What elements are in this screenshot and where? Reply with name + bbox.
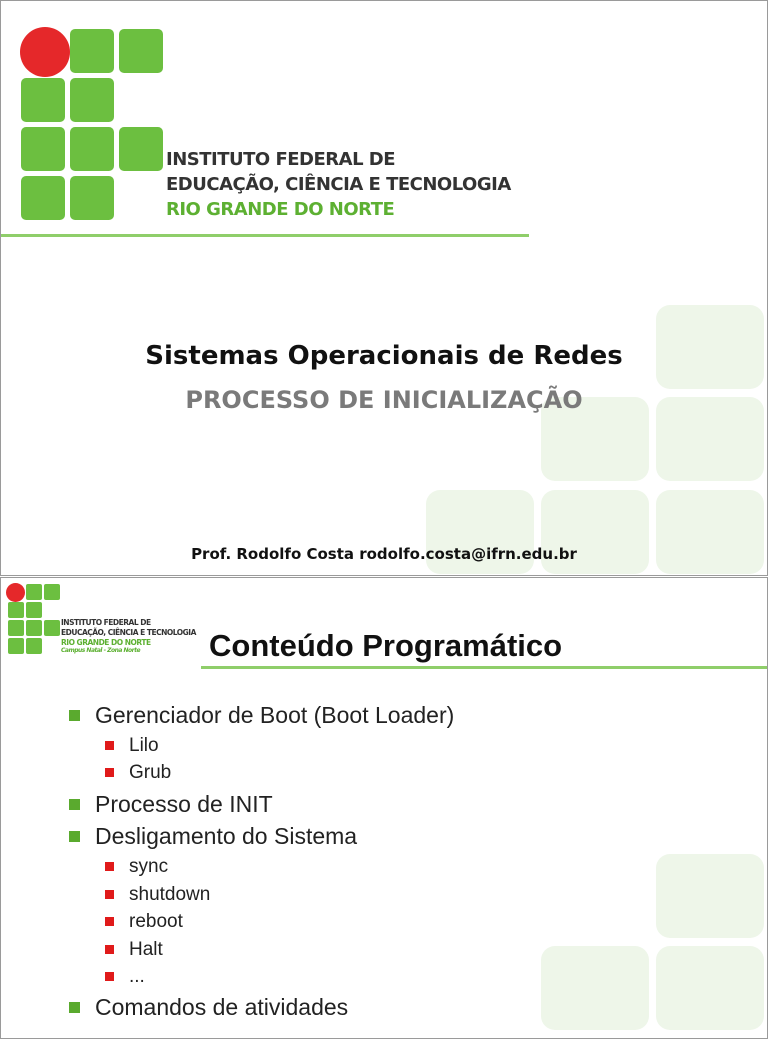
sub-list-item: reboot bbox=[129, 911, 183, 932]
list-item: Processo de INIT bbox=[95, 791, 273, 817]
logo-square bbox=[26, 602, 42, 618]
campus-line: Campus Natal - Zona Norte bbox=[61, 647, 141, 654]
list-item: Gerenciador de Boot (Boot Loader) bbox=[95, 702, 455, 728]
logo-square bbox=[8, 620, 24, 636]
logo-square bbox=[21, 127, 65, 171]
bullet-red bbox=[105, 917, 114, 926]
sub-list-item: Grub bbox=[129, 762, 172, 783]
institution-line2: EDUCAÇÃO, CIÊNCIA E TECNOLOGIA bbox=[61, 628, 196, 637]
logo-square bbox=[21, 176, 65, 220]
logo-square bbox=[44, 584, 60, 600]
institution-line3: RIO GRANDE DO NORTE bbox=[61, 638, 151, 647]
logo-square bbox=[119, 127, 163, 171]
institution-line1: INSTITUTO FEDERAL DE bbox=[166, 149, 396, 170]
slide-subtitle: PROCESSO DE INICIALIZAÇÃO bbox=[185, 386, 583, 414]
logo-square bbox=[26, 584, 42, 600]
sub-list-item: ... bbox=[129, 966, 145, 987]
bullet-red bbox=[105, 945, 114, 954]
sub-list-item: Halt bbox=[129, 939, 163, 960]
bullet-red bbox=[105, 768, 114, 777]
sub-list-item: sync bbox=[129, 856, 169, 877]
logo-square bbox=[44, 620, 60, 636]
logo-square bbox=[26, 638, 42, 654]
institution-line1: INSTITUTO FEDERAL DE bbox=[61, 618, 151, 627]
logo-square bbox=[70, 127, 114, 171]
sub-list-item: Lilo bbox=[129, 735, 159, 756]
bullet-green bbox=[69, 799, 80, 810]
title-underline bbox=[201, 666, 767, 669]
logo-square bbox=[8, 638, 24, 654]
bullet-red bbox=[105, 741, 114, 750]
logo-square bbox=[70, 176, 114, 220]
logo-red-circle bbox=[6, 583, 25, 602]
logo-square bbox=[21, 78, 65, 122]
bullet-green bbox=[69, 710, 80, 721]
content-slide bbox=[0, 577, 768, 1039]
list-item: Comandos de atividades bbox=[95, 994, 349, 1020]
slide-title: Conteúdo Programático bbox=[209, 628, 563, 663]
list-item: Desligamento do Sistema bbox=[95, 823, 358, 849]
author-line: Prof. Rodolfo Costa rodolfo.costa@ifrn.edu.br bbox=[191, 545, 577, 563]
bullet-red bbox=[105, 972, 114, 981]
header-divider bbox=[1, 234, 529, 237]
logo-red-circle bbox=[20, 27, 70, 77]
logo-square bbox=[70, 78, 114, 122]
watermark-square bbox=[656, 854, 764, 938]
institution-line2: EDUCAÇÃO, CIÊNCIA E TECNOLOGIA bbox=[166, 174, 511, 195]
watermark-square bbox=[656, 946, 764, 1030]
institution-line3: RIO GRANDE DO NORTE bbox=[166, 199, 395, 220]
bullet-red bbox=[105, 862, 114, 871]
logo-square bbox=[8, 602, 24, 618]
bullet-red bbox=[105, 890, 114, 899]
logo-square bbox=[26, 620, 42, 636]
watermark-square bbox=[541, 946, 649, 1030]
sub-list-item: shutdown bbox=[129, 884, 211, 905]
slide-title: Sistemas Operacionais de Redes bbox=[145, 341, 623, 371]
logo-square bbox=[70, 29, 114, 73]
bullet-green bbox=[69, 1002, 80, 1013]
logo-square bbox=[119, 29, 163, 73]
bullet-green bbox=[69, 831, 80, 842]
